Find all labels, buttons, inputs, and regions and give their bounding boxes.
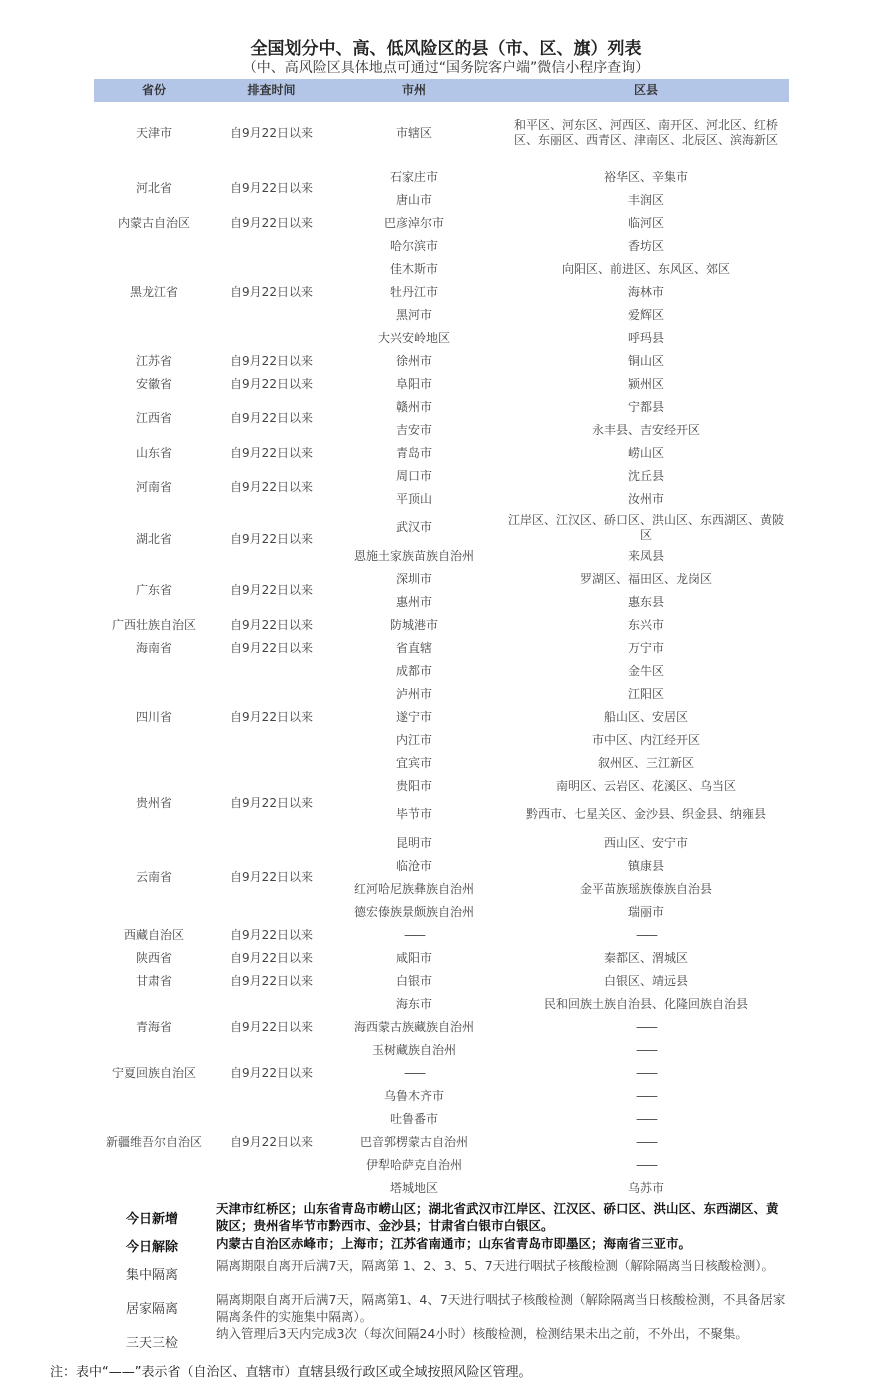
time-cell: 自9月22日以来 [230,125,313,140]
province-cell: 天津市 [135,125,172,140]
district-cell: 黔西市、七星关区、金沙县、织金县、纳雍县 [525,807,766,821]
city-cell: 成都市 [395,663,432,678]
district-cell: 金平苗族瑶族傣族自治县 [579,881,712,896]
city-cell: 巴音郭楞蒙古自治州 [359,1134,468,1149]
district-cell: 瑞丽市 [627,904,664,919]
city-cell: 唐山市 [395,192,432,207]
city-cell: 徐州市 [395,353,432,368]
district-cell: —— [636,1111,656,1126]
district-cell: 来凤县 [627,548,664,563]
city-cell: 咸阳市 [395,950,432,965]
time-cell: 自9月22日以来 [230,795,313,810]
header-city: 市州 [401,83,426,97]
note-text: 隔离期限自离开后满7天，隔离第 1、2、3、5、7天进行咽拭子核酸检测（解除隔离当日核酸检测）。 [216,1258,774,1273]
city-cell: 遂宁市 [395,709,432,724]
time-cell: 自9月22日以来 [230,1019,313,1034]
city-cell: 玉树藏族自治州 [371,1042,456,1057]
time-cell: 自9月22日以来 [230,870,313,884]
header-time: 排查时间 [247,83,296,97]
city-cell: 石家庄市 [389,169,438,184]
district-cell: —— [636,1019,656,1034]
city-cell: 吐鲁番市 [389,1111,438,1126]
district-cell: 铜山区 [627,353,664,368]
city-cell: 伊犁哈萨克自治州 [365,1157,462,1172]
district-cell: 爱辉区 [627,307,664,322]
district-cell: —— [636,927,656,942]
district-cell: 民和回族土族自治县、化隆回族自治县 [543,996,748,1011]
district-cell: 呼玛县 [627,330,664,345]
district-cell: 香坊区 [627,238,664,253]
district-cell: 永丰县、吉安经开区 [591,422,700,437]
province-cell: 黑龙江省 [129,284,178,299]
district-cell: 船山区、安居区 [603,709,688,724]
district-cell: 江岸区、江汉区、硚口区、洪山区、东西湖区、黄陂区 [507,512,784,542]
city-cell: 吉安市 [395,422,432,437]
note-label: 三天三检 [125,1336,178,1351]
city-cell: 巴彦淖尔市 [383,215,444,230]
city-cell: 大兴安岭地区 [377,330,450,345]
city-cell: 省直辖 [395,640,432,655]
city-cell: 赣州市 [395,399,432,414]
city-cell: 深圳市 [395,571,432,586]
city-cell: 周口市 [395,468,432,483]
district-cell: —— [636,1065,656,1080]
district-cell: 江阳区 [627,686,664,701]
footnote: 注：表中“——”表示省（自治区、直辖市）直辖县级行政区或全域按照风险区管理。 [50,1365,532,1380]
province-cell: 海南省 [135,640,172,655]
city-cell: 市辖区 [395,125,432,140]
city-cell: —— [404,1065,424,1080]
city-cell: 宜宾市 [395,755,432,770]
province-cell: 陕西省 [135,950,172,965]
time-cell: 自9月22日以来 [230,927,313,942]
city-cell: 白银市 [395,973,432,988]
district-cell: 叙州区、三江新区 [597,755,694,770]
district-cell: 金牛区 [627,663,664,678]
city-cell: 昆明市 [395,835,432,850]
header-district: 区县 [633,83,658,97]
district-cell: 东兴市 [627,617,664,632]
district-cell: —— [636,1042,656,1057]
note-text: 纳入管理后3天内完成3次（每次间隔24小时）核酸检测，检测结果未出之前，不外出，不聚集。 [216,1326,748,1341]
province-cell: 广西壮族自治区 [111,617,196,632]
province-cell: 河北省 [135,181,172,195]
city-cell: 阜阳市 [395,376,432,391]
table-header [94,79,789,102]
city-cell: 青岛市 [395,445,432,460]
time-cell: 自9月22日以来 [230,353,313,368]
district-cell: 市中区、内江经开区 [591,732,700,747]
time-cell: 自9月22日以来 [230,445,313,460]
district-cell: 海林市 [627,284,664,299]
province-cell: 河南省 [135,480,172,494]
time-cell: 自9月22日以来 [230,950,313,965]
time-cell: 自9月22日以来 [230,531,313,546]
province-cell: 内蒙古自治区 [117,215,190,230]
time-cell: 自9月22日以来 [230,480,313,494]
city-cell: 塔城地区 [389,1180,438,1195]
province-cell: 山东省 [135,445,172,460]
city-cell: 毕节市 [395,807,432,821]
province-cell: 西藏自治区 [123,927,184,942]
district-cell: —— [636,1088,656,1103]
district-cell: 西山区、安宁市 [603,835,688,850]
note-label: 集中隔离 [125,1268,178,1283]
city-cell: 恩施土家族苗族自治州 [353,548,474,563]
district-cell: 秦都区、渭城区 [603,950,688,965]
time-cell: 自9月22日以来 [230,284,313,299]
time-cell: 自9月22日以来 [230,583,313,597]
header-province: 省份 [141,83,166,97]
city-cell: 惠州市 [395,594,432,609]
district-cell: —— [636,1134,656,1149]
district-cell: 白银区、靖远县 [603,973,688,988]
note-label: 今日解除 [125,1239,178,1255]
city-cell: 牡丹江市 [389,284,438,299]
province-cell: 安徽省 [135,376,172,391]
city-cell: —— [404,927,424,942]
city-cell: 泸州市 [395,686,432,701]
district-cell: 沈丘县 [627,468,664,483]
district-cell: 丰润区 [627,192,664,207]
note-label: 居家隔离 [125,1302,178,1317]
city-cell: 平顶山 [395,491,432,506]
province-cell: 宁夏回族自治区 [111,1065,196,1080]
city-cell: 临沧市 [395,858,432,873]
time-cell: 自9月22日以来 [230,376,313,391]
time-cell: 自9月22日以来 [230,1065,313,1080]
note-text: 天津市红桥区；山东省青岛市崂山区；湖北省武汉市江岸区、江汉区、硚口区、洪山区、东西湖区、黄陂区；贵州省毕节市黔西市、金沙县；甘肃省白银市白银区。 [216,1201,779,1233]
district-cell: 裕华区、辛集市 [603,169,688,184]
city-cell: 佳木斯市 [389,261,438,276]
province-cell: 贵州省 [135,795,172,810]
city-cell: 内江市 [395,732,432,747]
note-text: 内蒙古自治区赤峰市；上海市；江苏省南通市；山东省青岛市即墨区；海南省三亚市。 [216,1236,692,1251]
province-cell: 新疆维吾尔自治区 [105,1134,202,1149]
district-cell: 镇康县 [627,858,664,873]
time-cell: 自9月22日以来 [230,181,313,195]
district-cell: 乌苏市 [627,1180,664,1195]
province-cell: 广东省 [135,583,172,597]
district-cell: 向阳区、前进区、东风区、郊区 [561,261,730,276]
time-cell: 自9月22日以来 [230,973,313,988]
district-cell: 万宁市 [627,640,664,655]
city-cell: 乌鲁木齐市 [383,1088,444,1103]
city-cell: 哈尔滨市 [389,238,438,253]
note-label: 今日新增 [125,1211,178,1227]
district-cell: 临河区 [627,215,664,230]
city-cell: 德宏傣族景颇族自治州 [353,904,474,919]
time-cell: 自9月22日以来 [230,640,313,655]
city-cell: 海西蒙古族藏族自治州 [353,1019,474,1034]
province-cell: 江苏省 [135,353,172,368]
city-cell: 红河哈尼族彝族自治州 [353,881,474,896]
time-cell: 自9月22日以来 [230,617,313,632]
district-cell: 惠东县 [627,594,664,609]
city-cell: 黑河市 [395,307,432,322]
page-subtitle: （中、高风险区具体地点可通过“国务院客户端”微信小程序查询） [242,60,650,76]
city-cell: 防城港市 [389,617,438,632]
province-cell: 江西省 [135,411,172,425]
district-cell: —— [636,1157,656,1172]
district-cell: 颍州区 [627,376,664,391]
time-cell: 自9月22日以来 [230,1134,313,1149]
district-cell: 罗湖区、福田区、龙岗区 [579,571,712,586]
province-cell: 云南省 [135,870,172,884]
page-title: 全国划分中、高、低风险区的县（市、区、旗）列表 [250,39,642,59]
district-cell: 汝州市 [627,491,664,506]
district-cell: 南明区、云岩区、花溪区、乌当区 [555,778,736,793]
province-cell: 青海省 [135,1019,172,1034]
note-text: 隔离期限自离开后满7天，隔离第1、4、7天进行咽拭子核酸检测（解除隔离当日核酸检测，不具备居家隔离条件的实施集中隔离）。 [216,1292,786,1324]
province-cell: 甘肃省 [135,973,172,988]
city-cell: 贵阳市 [395,778,432,793]
time-cell: 自9月22日以来 [230,709,313,724]
city-cell: 武汉市 [395,520,432,534]
province-cell: 四川省 [135,709,172,724]
time-cell: 自9月22日以来 [230,215,313,230]
province-cell: 湖北省 [135,531,172,546]
time-cell: 自9月22日以来 [230,411,313,425]
district-cell: 崂山区 [627,445,664,460]
district-cell: 和平区、河东区、河西区、南开区、河北区、红桥区、东丽区、西青区、津南区、北辰区、滨海新区 [513,118,778,147]
district-cell: 宁都县 [627,399,664,414]
city-cell: 海东市 [395,996,432,1011]
